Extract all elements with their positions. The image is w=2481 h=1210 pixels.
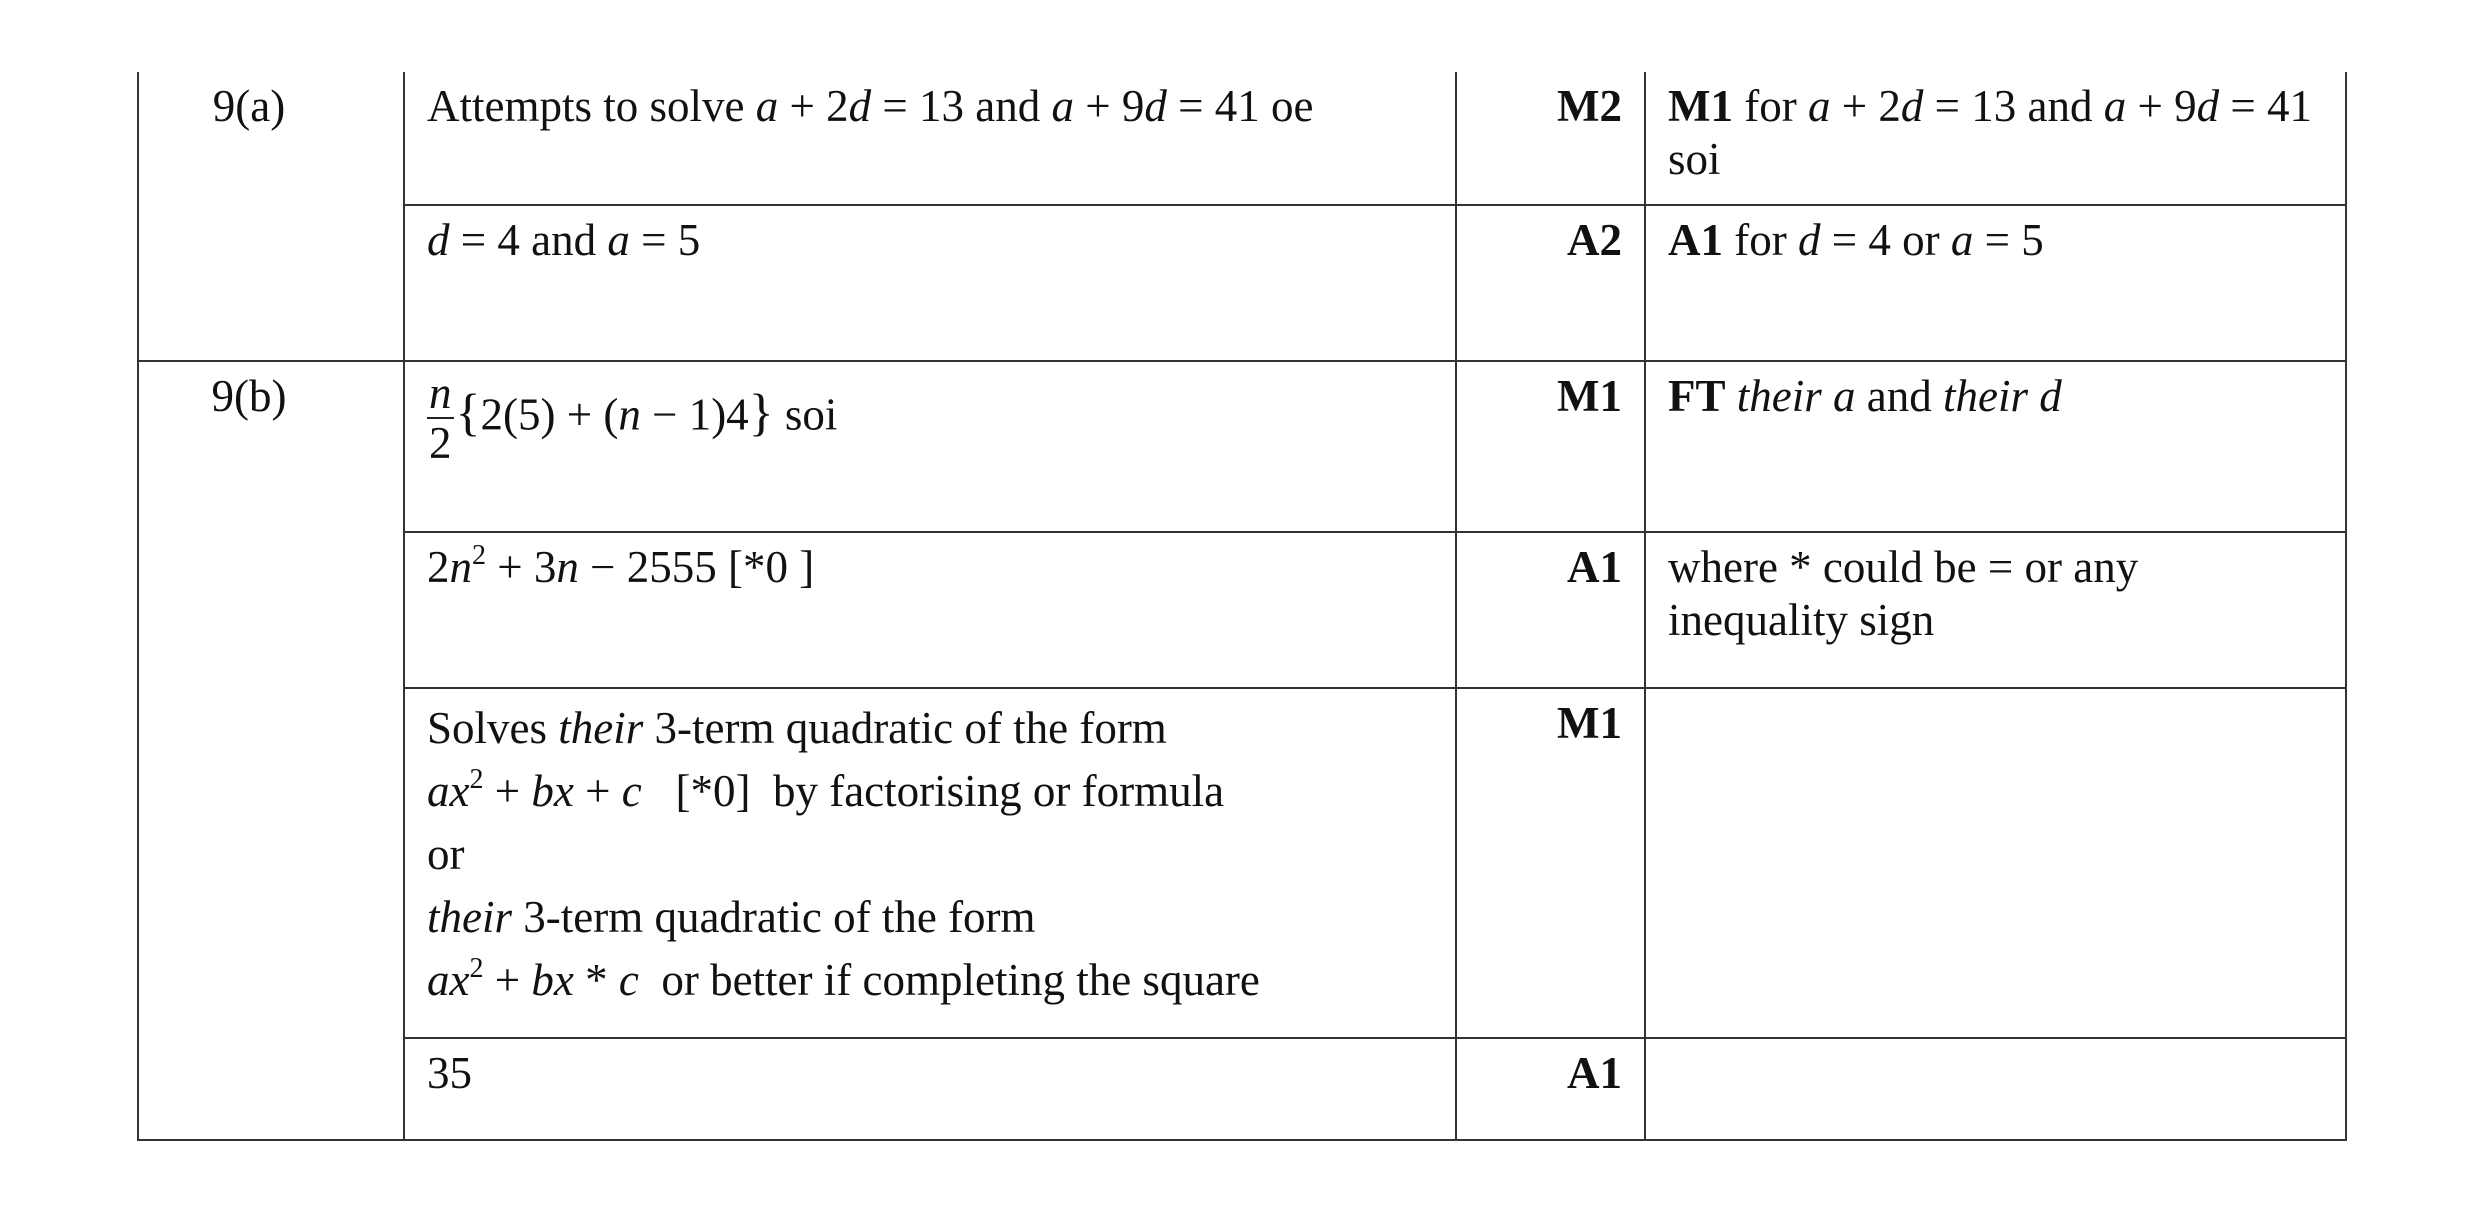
table-row [138,532,2346,688]
mark-cell: A2 [1456,205,1645,361]
mark-cell: M1 [1456,361,1645,532]
mark-cell: M1 [1456,688,1645,1038]
guidance-cell: M1 for a + 2d = 13 and a + 9d = 41 soi [1645,72,2346,205]
mark-scheme-table [137,72,2347,1141]
question-number: 9(a) [138,72,404,361]
table-row [138,72,2346,205]
fraction: $\frac{n}{2}$ [429,368,452,469]
answer-cell: 35 [404,1038,1456,1140]
guidance-cell [1645,1038,2346,1140]
table-row [138,1038,2346,1140]
guidance-cell: where * could be = or any inequality sign [1645,532,2346,688]
guidance-cell: FT their a and their d [1645,361,2346,532]
mark-cell: A1 [1456,1038,1645,1140]
answer-cell: d = 4 and a = 5 [404,205,1456,361]
table-row [138,688,2346,1038]
answer-cell: Attempts to solve a + 2d = 13 and a + 9d = 41 oe [404,72,1456,205]
mark-cell: A1 [1456,532,1645,688]
table-row [138,361,2346,532]
guidance-cell [1645,688,2346,1038]
answer-cell: Solves their 3-term quadratic of the form $ax^2$ + bx + c [*0] by factorising or formula or their 3-term quadratic of the form $ax^2$ + bx * c or better if completing the square [404,688,1456,1038]
guidance-cell: A1 for d = 4 or a = 5 [1645,205,2346,361]
answer-cell: $2n^2 + 3n - 2555$ [*0 ] [404,532,1456,688]
answer-cell: $\frac{n}{2}$ {2(5) + (n − 1)4} soi [404,361,1456,532]
table-row [138,205,2346,361]
question-number: 9(b) [138,361,404,1140]
mark-cell: M2 [1456,72,1645,205]
